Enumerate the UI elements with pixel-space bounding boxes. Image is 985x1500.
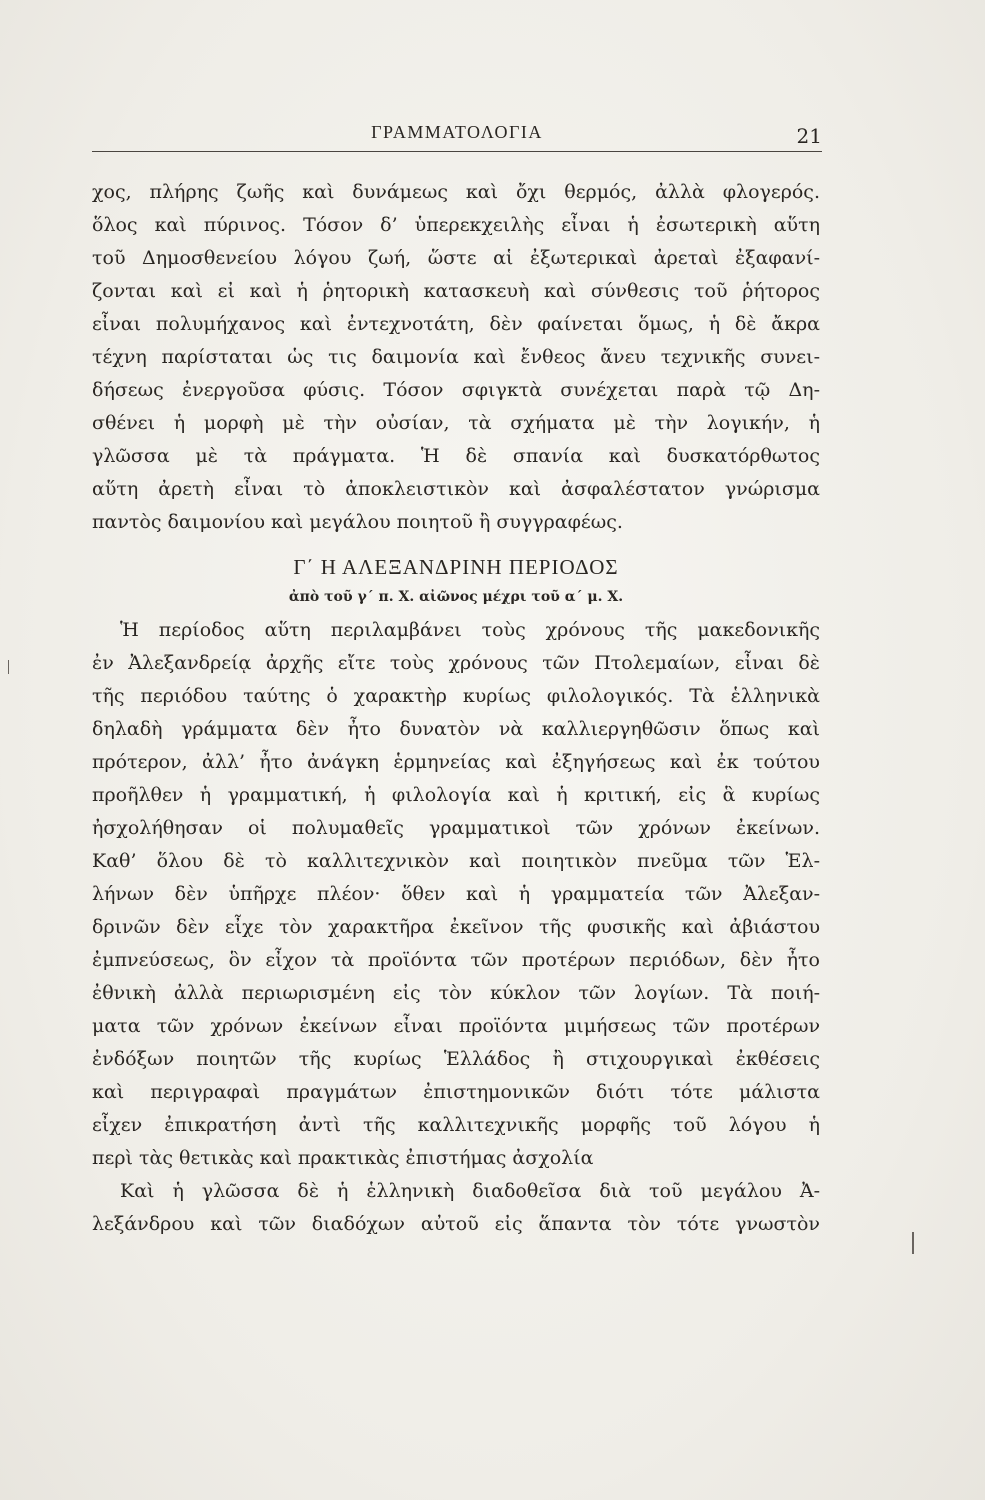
- text-line: ἐνδόξων ποιητῶν τῆς κυρίως Ἑλλάδος ἢ στιχουργικαὶ ἐκθέσεις: [92, 1048, 820, 1070]
- text-line: παντὸς δαιμονίου καὶ μεγάλου ποιητοῦ ἢ συγγραφέως.: [92, 511, 623, 533]
- body-text: [92, 176, 820, 1241]
- page-header: [92, 112, 822, 152]
- text-line: εἶναι πολυμήχανος καὶ ἐντεχνοτάτη, δὲν φαίνεται ὅμως, ἡ δὲ ἄκρα: [92, 313, 820, 335]
- margin-mark: [8, 660, 9, 674]
- section-subheading: ἀπὸ τοῦ γ΄ π. Χ. αἰῶνος μέχρι τοῦ α΄ μ. Χ.: [288, 589, 624, 605]
- paragraph: [92, 614, 820, 1175]
- header-rule: [92, 151, 822, 152]
- text-line: ἐμπνεύσεως, ὃν εἶχον τὰ προϊόντα τῶν προτέρων περιόδων, δὲν ἦτο: [92, 949, 820, 971]
- text-line: δηλαδὴ γράμματα δὲν ἦτο δυνατὸν νὰ καλλιεργηθῶσιν ὅπως καὶ: [92, 718, 820, 740]
- paragraph: [92, 176, 820, 539]
- text-line: τοῦ Δημοσθενείου λόγου ζωή, ὥστε αἱ ἐξωτερικαὶ ἀρεταὶ ἐξαφανί-: [92, 247, 820, 269]
- text-line: γλῶσσα μὲ τὰ πράγματα. Ἡ δὲ σπανία καὶ δυσκατόρθωτος: [92, 445, 820, 467]
- text-line: λήνων δὲν ὑπῆρχε πλέον· ὅθεν καὶ ἡ γραμματεία τῶν Ἀλεξαν-: [92, 883, 820, 905]
- text-line: περὶ τὰς θετικὰς καὶ πρακτικὰς ἐπιστήμας ἀσχολία: [92, 1147, 594, 1169]
- section-spacer: [92, 539, 820, 550]
- text-line: δρινῶν δὲν εἶχε τὸν χαρακτῆρα ἐκεῖνον τῆς φυσικῆς καὶ ἀβιάστου: [92, 916, 820, 938]
- text-line: ἐν Ἀλεξανδρείᾳ ἀρχῆς εἴτε τοὺς χρόνους τῶν Πτολεμαίων, εἶναι δὲ: [92, 652, 820, 674]
- text-line: εἶχεν ἐπικρατήση ἀντὶ τῆς καλλιτεχνικῆς μορφῆς τοῦ λόγου ἡ: [92, 1114, 820, 1136]
- text-line: ἐθνικὴ ἀλλὰ περιωρισμένη εἰς τὸν κύκλον τῶν λογίων. Τὰ ποιή-: [92, 982, 820, 1004]
- running-title: ΓΡΑΜΜΑΤΟΛΟΓΙΑ: [371, 122, 543, 142]
- text-line: Καὶ ἡ γλῶσσα δὲ ἡ ἑλληνικὴ διαδοθεῖσα διὰ τοῦ μεγάλου Ἀ-: [120, 1180, 820, 1202]
- text-line: προῆλθεν ἡ γραμματική, ἡ φιλολογία καὶ ἡ κριτική, εἰς ἃ κυρίως: [92, 784, 820, 806]
- text-line: αὕτη ἀρετὴ εἶναι τὸ ἀποκλειστικὸν καὶ ἀσφαλέστατον γνώρισμα: [92, 478, 820, 500]
- text-line: Καθ’ ὅλου δὲ τὸ καλλιτεχνικὸν καὶ ποιητικὸν πνεῦμα τῶν Ἑλ-: [92, 850, 820, 872]
- paragraph: [92, 1175, 820, 1241]
- text-line: λεξάνδρου καὶ τῶν διαδόχων αὐτοῦ εἰς ἅπαντα τὸν τότε γνωστὸν: [92, 1213, 820, 1235]
- section-heading: Γ΄ Η ΑΛΕΞΑΝΔΡΙΝΗ ΠΕΡΙΟΔΟΣ: [293, 555, 619, 579]
- page-number: 21: [796, 124, 822, 148]
- text-line: σθένει ἡ μορφὴ μὲ τὴν οὐσίαν, τὰ σχήματα μὲ τὴν λογικήν, ἡ: [92, 412, 820, 434]
- text-line: Ἡ περίοδος αὕτη περιλαμβάνει τοὺς χρόνους τῆς μακεδονικῆς: [120, 619, 820, 641]
- text-line: ματα τῶν χρόνων ἐκείνων εἶναι προϊόντα μιμήσεως τῶν προτέρων: [92, 1015, 820, 1037]
- margin-mark: [912, 1232, 914, 1254]
- text-line: ζονται καὶ εἰ καὶ ἡ ῥητορικὴ κατασκευὴ καὶ σύνθεσις τοῦ ῥήτορος: [92, 280, 820, 302]
- text-line: χος, πλήρης ζωῆς καὶ δυνάμεως καὶ ὄχι θερμός, ἀλλὰ φλογερός.: [92, 181, 820, 203]
- text-line: πρότερον, ἀλλ’ ἦτο ἀνάγκη ἑρμηνείας καὶ ἐξηγήσεως καὶ ἐκ τούτου: [92, 751, 820, 773]
- text-line: τέχνη παρίσταται ὡς τις δαιμονία καὶ ἔνθεος ἄνευ τεχνικῆς συνει-: [92, 346, 820, 368]
- text-line: τῆς περιόδου ταύτης ὁ χαρακτὴρ κυρίως φιλολογικός. Τὰ ἑλληνικὰ: [92, 685, 820, 707]
- text-line: καὶ περιγραφαὶ πραγμάτων ἐπιστημονικῶν διότι τότε μάλιστα: [92, 1081, 820, 1103]
- text-line: ἠσχολήθησαν οἱ πολυμαθεῖς γραμματικοὶ τῶν χρόνων ἐκείνων.: [92, 817, 820, 839]
- text-line: ὅλος καὶ πύρινος. Τόσον δ’ ὑπερεκχειλὴς εἶναι ἡ ἐσωτερικὴ αὕτη: [92, 214, 820, 236]
- text-line: δήσεως ἐνεργοῦσα φύσις. Τόσον σφιγκτὰ συνέχεται παρὰ τῷ Δη-: [92, 379, 820, 401]
